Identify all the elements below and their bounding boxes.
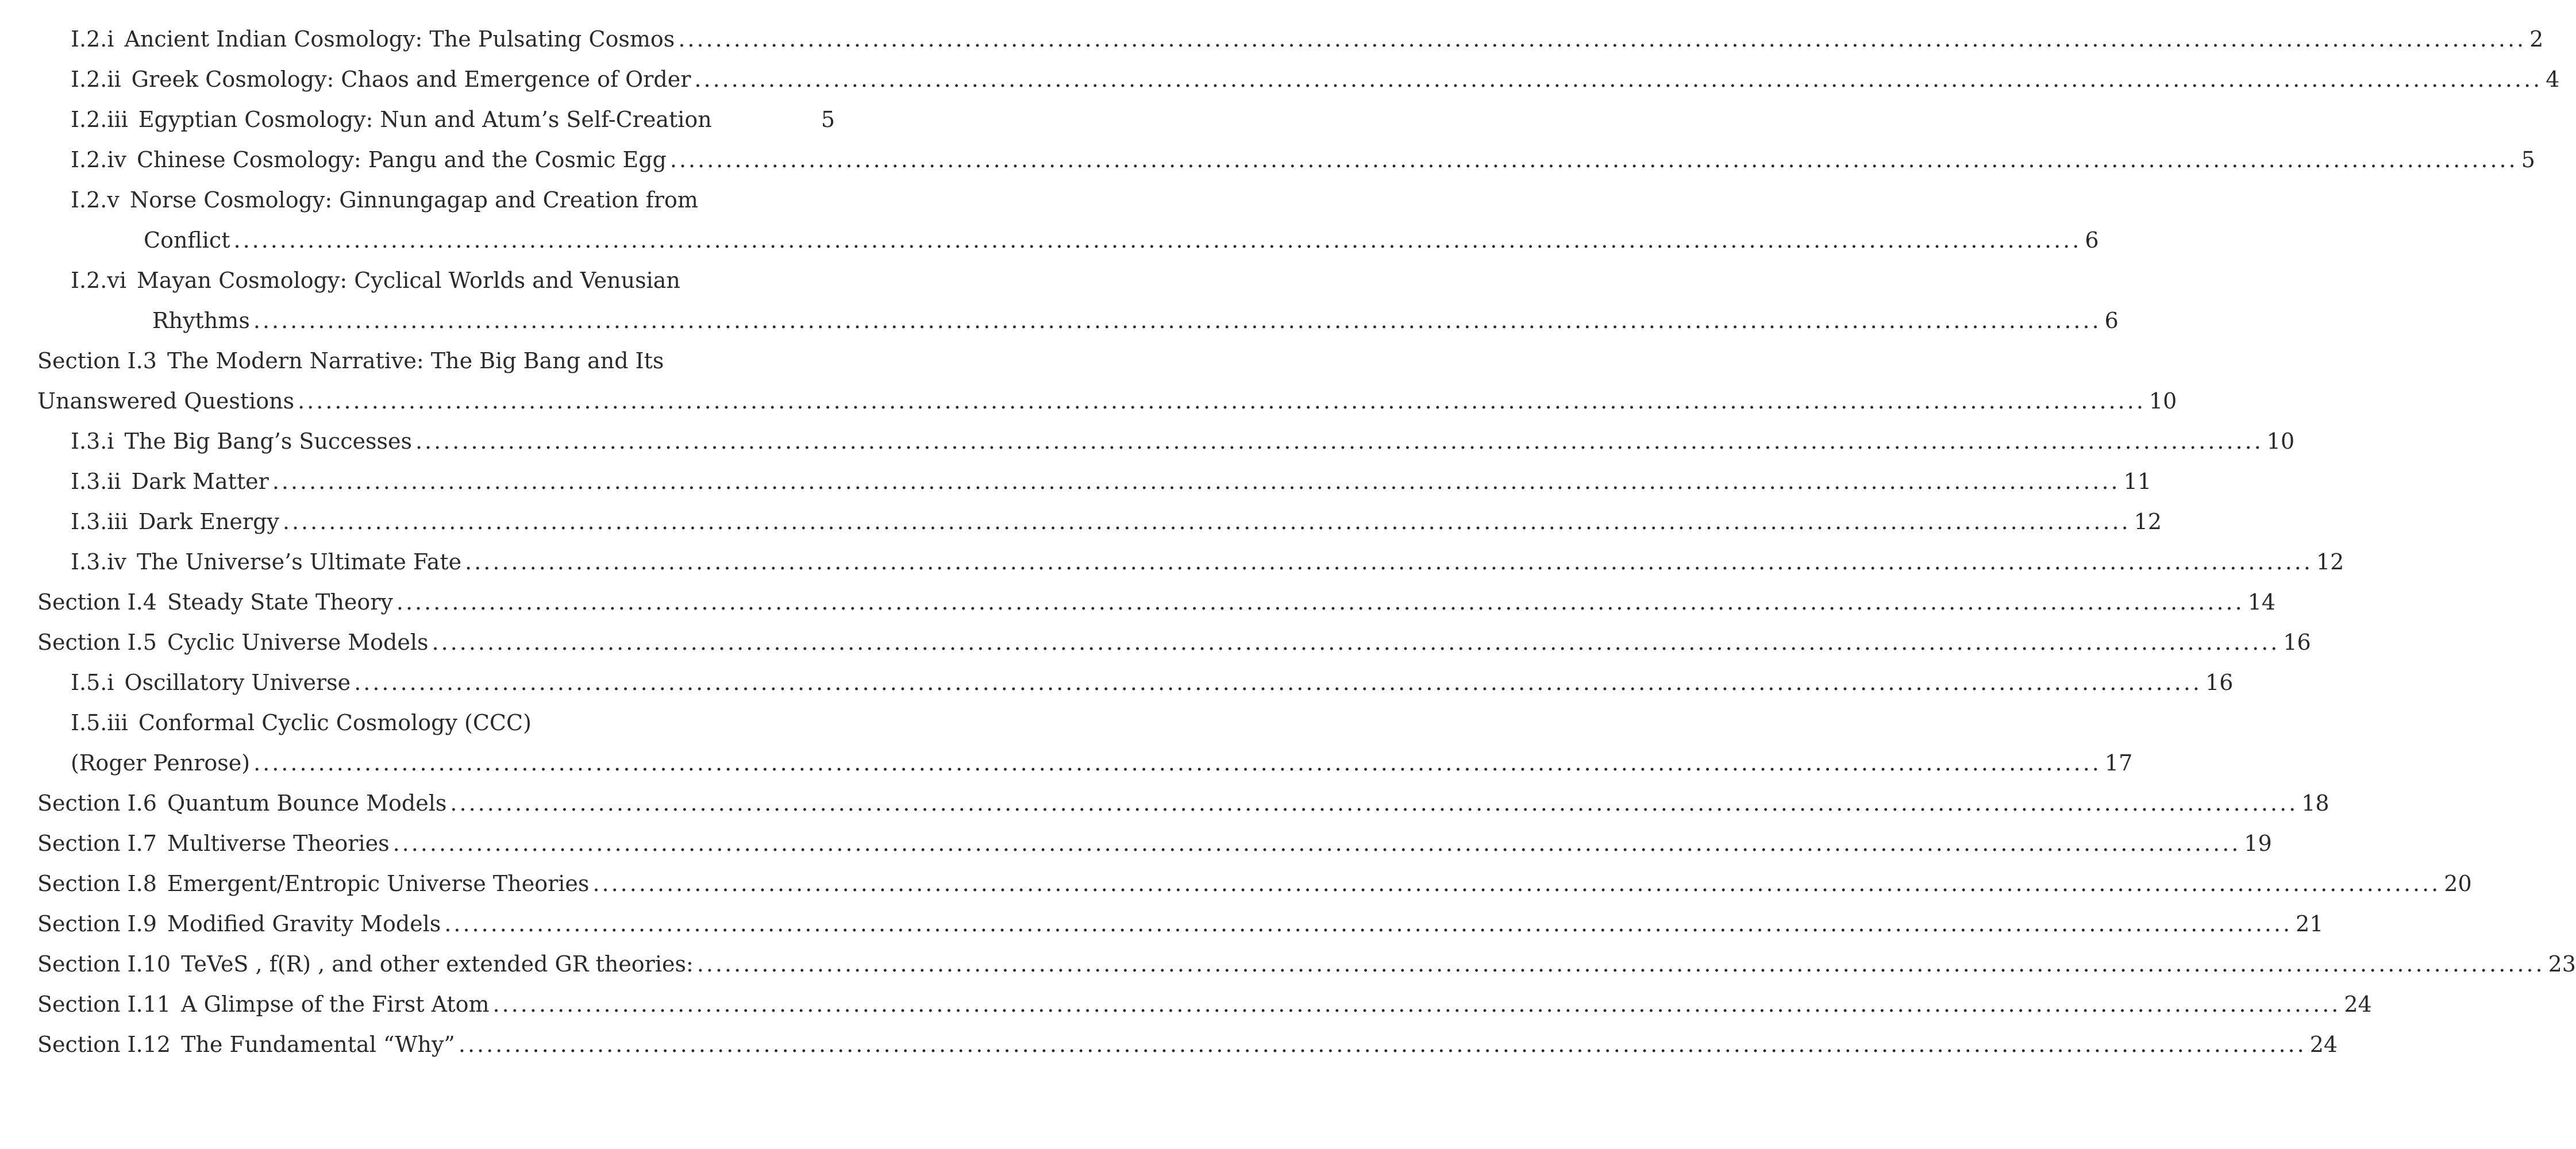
dot-leader: ........................................................................................................................................................................................................ <box>492 992 2341 1017</box>
toc-entry-page: 11 <box>2123 469 2151 494</box>
toc-entry[interactable] <box>71 665 2234 700</box>
toc-entry[interactable] <box>71 545 2344 579</box>
toc-entry-title: Dark Energy <box>138 509 279 534</box>
toc-entry-page: 18 <box>2301 791 2329 816</box>
toc-section[interactable] <box>37 947 2576 981</box>
toc-entry-continuation[interactable] <box>152 303 2119 338</box>
toc-entry-number: I.3.i <box>71 429 114 454</box>
toc-entry-page: 10 <box>2148 388 2177 414</box>
toc-entry-page: 21 <box>2296 911 2324 936</box>
dot-leader: ........................................................................................................................................................................................................ <box>465 549 2313 574</box>
toc-entry-number: I.2.iii <box>71 107 128 132</box>
toc-entry-number: I.2.vi <box>71 268 126 293</box>
toc-entry-title: Modified Gravity Models <box>167 911 441 936</box>
toc-entry-title: The Fundamental “Why” <box>181 1032 455 1057</box>
toc-entry-title: Ancient Indian Cosmology: The Pulsating Cosmos <box>124 26 675 52</box>
toc-entry[interactable] <box>71 705 835 740</box>
dot-leader: ........................................................................................................................................................................................................ <box>694 67 2543 92</box>
toc-entry-page: 12 <box>2316 549 2344 574</box>
toc-entry-number: Section I.10 <box>37 951 171 977</box>
toc-entry-page: 24 <box>2309 1032 2338 1057</box>
toc-entry-title: Norse Cosmology: Ginnungagap and Creation from <box>129 187 698 213</box>
toc-entry-page: 14 <box>2247 589 2276 615</box>
toc-entry-title: Dark Matter <box>131 469 269 494</box>
toc-entry-number: Section I.4 <box>37 589 157 615</box>
toc-entry-page: 23 <box>2548 951 2576 977</box>
toc-entry-page: 24 <box>2344 992 2372 1017</box>
dot-leader: ........................................................................................................................................................................................................ <box>396 589 2244 615</box>
dot-leader: ........................................................................................................................................................................................................ <box>432 630 2280 655</box>
toc-entry-continuation[interactable] <box>144 223 2099 257</box>
dot-leader: ........................................................................................................................................................................................................ <box>592 871 2441 896</box>
toc-entry-page: 20 <box>2444 871 2472 896</box>
toc-entry-number: I.3.iv <box>71 549 126 574</box>
toc-entry-title: The Modern Narrative: The Big Bang and Its <box>167 348 664 373</box>
toc-entry-title-cont: (Roger Penrose) <box>71 750 251 776</box>
toc-entry-title: Oscillatory Universe <box>124 670 351 695</box>
toc-entry-number: I.2.i <box>71 26 114 52</box>
toc-entry-continuation[interactable] <box>71 746 2133 780</box>
toc-entry[interactable] <box>71 62 2560 97</box>
toc-entry-number: Section I.8 <box>37 871 157 896</box>
toc-entry-page: 4 <box>2546 67 2560 92</box>
toc-section[interactable] <box>37 907 2324 941</box>
toc-entry[interactable] <box>71 504 2162 539</box>
toc-entry-page: 5 <box>821 107 835 132</box>
toc-entry[interactable] <box>71 102 835 137</box>
toc-entry-page: 17 <box>2104 750 2133 776</box>
toc-entry-title: Chinese Cosmology: Pangu and the Cosmic Egg <box>136 147 667 172</box>
toc-entry-title: Cyclic Universe Models <box>167 630 429 655</box>
toc-entry-page: 5 <box>2521 147 2535 172</box>
toc-entry[interactable] <box>71 464 2151 499</box>
toc-section[interactable] <box>37 826 2272 861</box>
toc-entry[interactable] <box>71 142 2535 177</box>
dot-leader: ........................................................................................................................................................................................................ <box>253 750 2101 776</box>
toc-entry-number: I.2.v <box>71 187 120 213</box>
toc-entry-page: 16 <box>2205 670 2234 695</box>
dot-leader: ........................................................................................................................................................................................................ <box>282 509 2131 534</box>
toc-entry-number: Section I.12 <box>37 1032 171 1057</box>
toc-section[interactable] <box>37 866 2472 901</box>
toc-entry-page: 6 <box>2104 308 2119 333</box>
toc-section[interactable] <box>37 786 2329 820</box>
dot-leader: ........................................................................................................................................................................................................ <box>669 147 2518 172</box>
toc-section[interactable] <box>37 1027 2338 1062</box>
toc-entry-number: Section I.5 <box>37 630 157 655</box>
toc-entry-page: 2 <box>2529 26 2544 52</box>
dot-leader: ........................................................................................................................................................................................................ <box>450 791 2298 816</box>
toc-entry-title: Conformal Cyclic Cosmology (CCC) <box>138 710 532 735</box>
toc-entry[interactable] <box>71 424 2295 458</box>
dot-leader: ........................................................................................................................................................................................................ <box>354 670 2203 695</box>
toc-entry-title-cont: Rhythms <box>152 308 250 333</box>
dot-leader: ........................................................................................................................................................................................................ <box>415 429 2263 454</box>
toc-entry-number: I.5.iii <box>71 710 128 735</box>
toc-section[interactable] <box>37 344 835 378</box>
dot-leader: ........................................................................................................................................................................................................ <box>253 308 2101 333</box>
toc-entry-page: 10 <box>2266 429 2295 454</box>
toc-entry-number: Section I.9 <box>37 911 157 936</box>
toc-entry-page: 16 <box>2283 630 2311 655</box>
toc-entry-title: Emergent/Entropic Universe Theories <box>167 871 590 896</box>
dot-leader: ........................................................................................................................................................................................................ <box>272 469 2120 494</box>
toc-entry-page: 19 <box>2244 831 2272 856</box>
toc-entry-title: Quantum Bounce Models <box>167 791 447 816</box>
dot-leader: ........................................................................................................................................................................................................ <box>233 228 2082 253</box>
toc-entry-page: 6 <box>2085 228 2099 253</box>
toc-entry-number: I.3.iii <box>71 509 128 534</box>
toc-entry-number: I.3.ii <box>71 469 121 494</box>
toc-entry-number: Section I.3 <box>37 348 157 373</box>
dot-leader: ........................................................................................................................................................................................................ <box>298 388 2146 414</box>
toc-entry-title: The Big Bang’s Successes <box>124 429 412 454</box>
toc-entry-title-cont: Conflict <box>144 228 230 253</box>
toc-entry[interactable] <box>71 183 835 217</box>
toc-section[interactable] <box>37 585 2276 619</box>
toc-entry-number: Section I.6 <box>37 791 157 816</box>
toc-entry-title: A Glimpse of the First Atom <box>181 992 490 1017</box>
toc-entry-number: I.2.ii <box>71 67 121 92</box>
dot-leader: ........................................................................................................................................................................................................ <box>678 26 2527 52</box>
toc-entry-number: Section I.7 <box>37 831 157 856</box>
toc-entry-title: Multiverse Theories <box>167 831 390 856</box>
toc-entry-number: I.2.iv <box>71 147 126 172</box>
toc-entry-number: Section I.11 <box>37 992 171 1017</box>
toc-entry[interactable] <box>71 263 835 298</box>
toc-entry-number: I.5.i <box>71 670 114 695</box>
toc-section[interactable] <box>37 987 2372 1021</box>
dot-leader: ........................................................................................................................................................................................................ <box>696 951 2545 977</box>
toc-entry-title: Mayan Cosmology: Cyclical Worlds and Venusian <box>136 268 680 293</box>
toc-entry-title: Steady State Theory <box>167 589 393 615</box>
toc-entry-title-cont: Unanswered Questions <box>37 388 295 414</box>
toc-entry-continuation[interactable] <box>37 384 2177 418</box>
toc-entry-title: TeVeS , f(R) , and other extended GR theories: <box>181 951 694 977</box>
dot-leader: ........................................................................................................................................................................................................ <box>458 1032 2307 1057</box>
toc-entry[interactable] <box>71 22 2544 56</box>
dot-leader: ........................................................................................................................................................................................................ <box>392 831 2241 856</box>
toc-section[interactable] <box>37 625 2311 660</box>
dot-leader: ........................................................................................................................................................................................................ <box>444 911 2293 936</box>
toc-entry-title: The Universe’s Ultimate Fate <box>136 549 462 574</box>
toc-entry-page: 12 <box>2134 509 2162 534</box>
toc-entry-title: Greek Cosmology: Chaos and Emergence of Order <box>131 67 691 92</box>
toc-entry-title: Egyptian Cosmology: Nun and Atum’s Self-Creation <box>138 107 712 132</box>
